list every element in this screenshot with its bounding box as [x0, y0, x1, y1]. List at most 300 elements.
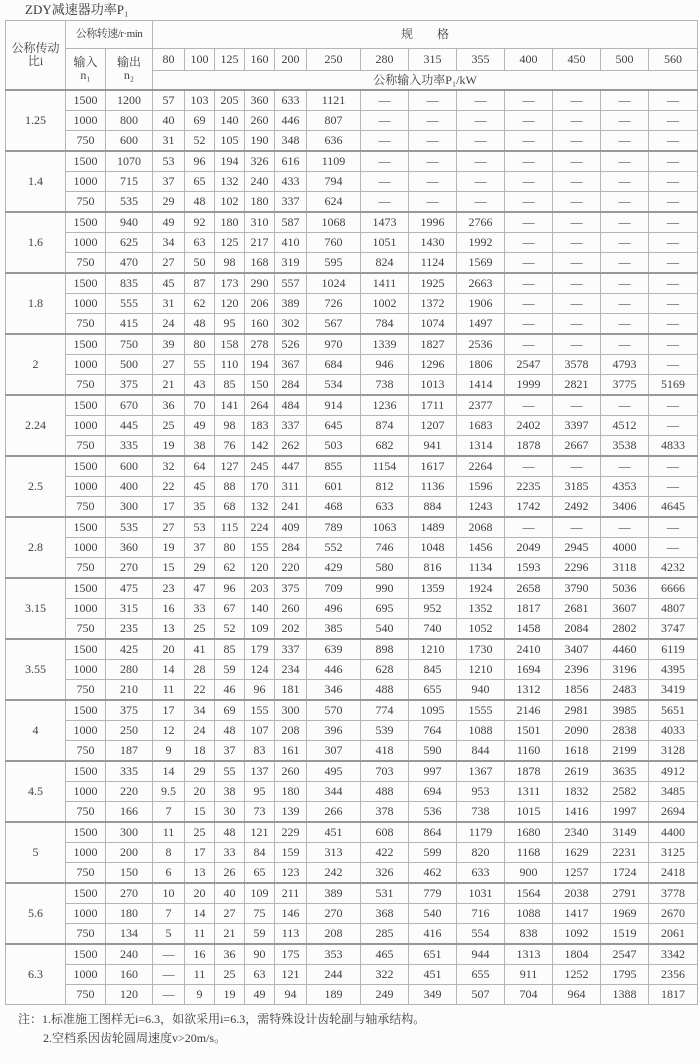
power-value-cell: —	[505, 192, 553, 213]
power-value-cell: 2821	[553, 375, 601, 396]
power-value-cell: 608	[361, 822, 409, 843]
power-value-cell: 2483	[601, 680, 649, 701]
power-value-cell: —	[601, 151, 649, 172]
table-row	[6, 253, 698, 274]
power-value-cell: 3342	[649, 944, 698, 965]
table-row	[6, 90, 698, 111]
power-value-cell: —	[601, 294, 649, 314]
power-value-cell: 418	[361, 741, 409, 762]
power-value-cell: 1296	[409, 355, 457, 375]
power-value-cell: —	[601, 395, 649, 416]
table-row	[6, 375, 698, 396]
power-value-cell: 1339	[361, 334, 409, 355]
power-value-cell: 1160	[505, 741, 553, 762]
power-value-cell: 62	[185, 294, 215, 314]
power-value-cell: —	[553, 395, 601, 416]
power-value-cell: —	[457, 90, 505, 111]
power-value-cell: 160	[245, 314, 275, 335]
power-value-cell: 2670	[649, 904, 698, 924]
power-value-cell: 964	[553, 985, 601, 1005]
power-value-cell: 4395	[649, 660, 698, 680]
power-value-cell: 2619	[553, 761, 601, 782]
power-value-cell: 65	[245, 863, 275, 884]
power-value-cell: 12	[153, 721, 185, 741]
power-value-cell: 194	[215, 151, 245, 172]
input-speed-cell: 1500	[66, 639, 106, 660]
power-value-cell: 180	[275, 782, 307, 802]
power-value-cell: 1312	[505, 680, 553, 701]
power-value-cell: 98	[215, 253, 245, 274]
power-value-cell: —	[601, 192, 649, 213]
spec-size-header: 400	[505, 49, 553, 71]
output-speed-cell: 210	[106, 680, 153, 701]
power-value-cell: 3775	[601, 375, 649, 396]
power-value-cell: —	[649, 456, 698, 477]
power-value-cell: 23	[153, 578, 185, 599]
input-speed-cell: 750	[66, 924, 106, 945]
power-value-cell: —	[649, 314, 698, 335]
power-value-cell: 396	[307, 721, 361, 741]
power-value-cell: 208	[275, 721, 307, 741]
power-value-cell: 3419	[649, 680, 698, 701]
power-value-cell: 36	[215, 944, 245, 965]
power-value-cell: 1680	[505, 822, 553, 843]
power-value-cell: 1236	[361, 395, 409, 416]
power-value-cell: 40	[215, 883, 245, 904]
power-value-cell: —	[649, 253, 698, 274]
power-value-cell: —	[553, 172, 601, 192]
table-row	[6, 436, 698, 457]
power-value-cell: 651	[409, 944, 457, 965]
power-value-cell: 62	[215, 558, 245, 579]
output-speed-cell: 300	[106, 822, 153, 843]
power-value-cell: 2838	[601, 721, 649, 741]
power-value-cell: 63	[185, 233, 215, 253]
power-value-cell: 120	[245, 558, 275, 579]
power-value-cell: 567	[307, 314, 361, 335]
power-value-cell: 49	[153, 212, 185, 233]
power-value-cell: 898	[361, 639, 409, 660]
power-value-cell: —	[601, 273, 649, 294]
power-value-cell: 2547	[601, 944, 649, 965]
power-value-cell: 27	[153, 517, 185, 538]
power-value-cell: 65	[185, 172, 215, 192]
input-speed-cell: 1000	[66, 904, 106, 924]
power-value-cell: 64	[185, 456, 215, 477]
table-row	[6, 517, 698, 538]
power-value-cell: —	[153, 965, 185, 985]
power-value-cell: —	[361, 151, 409, 172]
power-value-cell: 1015	[505, 802, 553, 823]
table-row	[6, 314, 698, 335]
footnotes	[0, 1010, 700, 1048]
power-value-cell: 416	[409, 924, 457, 945]
power-value-cell: 503	[307, 436, 361, 457]
input-header-label: 输入	[73, 55, 98, 69]
power-value-cell: —	[601, 334, 649, 355]
power-value-cell: 85	[215, 375, 245, 396]
power-value-cell: 337	[275, 192, 307, 213]
power-value-cell: 313	[307, 843, 361, 863]
power-value-cell: 738	[457, 802, 505, 823]
power-value-cell: 34	[185, 700, 215, 721]
power-value-cell: —	[505, 517, 553, 538]
ratio-group	[6, 700, 698, 761]
spec-size-header: 80	[153, 49, 185, 71]
power-unit-header: 公称输入功率P₁/kW	[153, 71, 698, 90]
power-value-cell: 1243	[457, 497, 505, 518]
power-value-cell: 322	[361, 965, 409, 985]
input-speed-cell: 750	[66, 741, 106, 762]
power-value-cell: —	[153, 944, 185, 965]
table-row	[6, 395, 698, 416]
input-speed-cell: 750	[66, 558, 106, 579]
power-value-cell: 4793	[601, 355, 649, 375]
power-value-cell: 1068	[307, 212, 361, 233]
power-value-cell: 68	[215, 497, 245, 518]
power-value-cell: 102	[215, 192, 245, 213]
power-value-cell: 25	[185, 619, 215, 640]
output-speed-cell: 220	[106, 782, 153, 802]
power-value-cell: 132	[245, 497, 275, 518]
ratio-cell: 1.8	[6, 273, 66, 334]
table-row	[6, 538, 698, 558]
input-speed-cell: 1000	[66, 599, 106, 619]
power-value-cell: —	[553, 192, 601, 213]
power-value-cell: 375	[275, 578, 307, 599]
power-value-cell: 337	[275, 639, 307, 660]
power-value-cell: 1683	[457, 416, 505, 436]
output-speed-cell: 180	[106, 904, 153, 924]
input-speed-cell: 750	[66, 619, 106, 640]
power-value-cell: —	[409, 111, 457, 131]
power-value-cell: 229	[275, 822, 307, 843]
power-value-cell: 554	[457, 924, 505, 945]
power-value-cell: 88	[215, 477, 245, 497]
power-value-cell: 5169	[649, 375, 698, 396]
power-value-cell: 69	[215, 700, 245, 721]
table-row	[6, 131, 698, 152]
power-value-cell: 38	[185, 436, 215, 457]
power-value-cell: —	[409, 151, 457, 172]
power-value-cell: 158	[215, 334, 245, 355]
power-value-cell: 682	[361, 436, 409, 457]
power-value-cell: 124	[245, 660, 275, 680]
input-speed-cell: 750	[66, 314, 106, 335]
table-row	[6, 599, 698, 619]
output-speed-cell: 425	[106, 639, 153, 660]
power-value-cell: 49	[185, 416, 215, 436]
ratio-group	[6, 944, 698, 1005]
power-value-cell: —	[361, 90, 409, 111]
power-value-cell: 94	[275, 985, 307, 1005]
power-value-cell: 25	[215, 965, 245, 985]
power-value-cell: 4232	[649, 558, 698, 579]
input-speed-cell: 1500	[66, 517, 106, 538]
power-value-cell: 2199	[601, 741, 649, 762]
power-value-cell: 80	[185, 334, 215, 355]
power-value-cell: 140	[215, 111, 245, 131]
output-speed-cell: 535	[106, 192, 153, 213]
spec-size-header: 315	[409, 49, 457, 71]
spec-size-header: 280	[361, 49, 409, 71]
power-value-cell: 1742	[505, 497, 553, 518]
power-value-cell: 952	[409, 599, 457, 619]
output-speed-cell: 715	[106, 172, 153, 192]
power-value-cell: 245	[245, 456, 275, 477]
power-value-cell: 27	[215, 904, 245, 924]
power-value-cell: 70	[185, 395, 215, 416]
power-value-cell: 4353	[601, 477, 649, 497]
power-value-cell: 433	[275, 172, 307, 192]
power-value-cell: 389	[275, 294, 307, 314]
input-speed-cell: 750	[66, 802, 106, 823]
power-value-cell: 1314	[457, 436, 505, 457]
input-speed-cell: 750	[66, 863, 106, 884]
ratio-column-header	[6, 21, 66, 91]
power-value-cell: 2038	[553, 883, 601, 904]
power-value-cell: 59	[215, 660, 245, 680]
power-value-cell: 628	[361, 660, 409, 680]
power-value-cell: 633	[361, 497, 409, 518]
input-speed-cell: 750	[66, 131, 106, 152]
power-value-cell: 260	[275, 599, 307, 619]
spec-size-header: 200	[275, 49, 307, 71]
power-value-cell: 4000	[601, 538, 649, 558]
power-value-cell: 121	[275, 965, 307, 985]
power-value-cell: 139	[275, 802, 307, 823]
input-speed-header	[66, 49, 106, 91]
power-value-cell: 19	[215, 985, 245, 1005]
page-title: ZDY减速器功率P₁	[25, 2, 129, 17]
table-row	[6, 761, 698, 782]
power-value-cell: 2536	[457, 334, 505, 355]
output-speed-cell: 835	[106, 273, 153, 294]
power-value-cell: 709	[307, 578, 361, 599]
power-value-cell: 552	[307, 538, 361, 558]
power-value-cell: 1569	[457, 253, 505, 274]
power-value-cell: 789	[307, 517, 361, 538]
ratio-group	[6, 578, 698, 639]
power-value-cell: 429	[307, 558, 361, 579]
power-value-cell: 181	[275, 680, 307, 701]
output-speed-cell: 625	[106, 233, 153, 253]
power-value-cell: 109	[245, 883, 275, 904]
power-value-cell: 69	[185, 111, 215, 131]
power-value-cell: 29	[185, 761, 215, 782]
power-value-cell: 96	[245, 680, 275, 701]
power-value-cell: 132	[215, 172, 245, 192]
power-value-cell: 1210	[409, 639, 457, 660]
power-value-cell: 900	[505, 863, 553, 884]
power-value-cell: 55	[215, 761, 245, 782]
power-value-cell: 570	[307, 700, 361, 721]
output-speed-cell: 555	[106, 294, 153, 314]
power-value-cell: 96	[215, 578, 245, 599]
power-value-cell: 845	[409, 660, 457, 680]
ratio-header-line2: 比i	[27, 54, 44, 68]
power-value-cell: 3128	[649, 741, 698, 762]
power-value-cell: —	[505, 314, 553, 335]
power-value-cell: 95	[215, 314, 245, 335]
power-value-cell: 1179	[457, 822, 505, 843]
output-speed-cell: 120	[106, 985, 153, 1005]
power-value-cell: 11	[153, 822, 185, 843]
table-row	[6, 151, 698, 172]
spec-size-header: 100	[185, 49, 215, 71]
input-speed-cell: 1500	[66, 212, 106, 233]
power-value-cell: —	[601, 111, 649, 131]
power-value-cell: 310	[245, 212, 275, 233]
power-value-cell: 1388	[601, 985, 649, 1005]
power-value-cell: 48	[185, 192, 215, 213]
power-value-cell: 838	[505, 924, 553, 945]
table-row	[6, 883, 698, 904]
power-value-cell: 534	[307, 375, 361, 396]
output-speed-cell: 235	[106, 619, 153, 640]
input-speed-cell: 1000	[66, 782, 106, 802]
power-value-cell: 346	[307, 680, 361, 701]
power-value-cell: 173	[215, 273, 245, 294]
power-value-cell: —	[505, 334, 553, 355]
power-value-cell: —	[505, 233, 553, 253]
power-value-cell: —	[409, 90, 457, 111]
power-value-cell: 1489	[409, 517, 457, 538]
power-value-cell: 2340	[553, 822, 601, 843]
power-value-cell: 80	[215, 538, 245, 558]
power-value-cell: —	[457, 151, 505, 172]
power-value-cell: 170	[245, 477, 275, 497]
power-value-cell: 285	[361, 924, 409, 945]
power-value-cell: 1352	[457, 599, 505, 619]
power-value-cell: —	[649, 90, 698, 111]
power-value-cell: 716	[457, 904, 505, 924]
output-header-sub: n₂	[123, 68, 135, 82]
power-value-cell: 27	[153, 355, 185, 375]
power-value-cell: 190	[245, 131, 275, 152]
power-value-cell: 410	[275, 233, 307, 253]
power-value-cell: 211	[275, 883, 307, 904]
power-value-cell: 159	[275, 843, 307, 863]
input-speed-cell: 750	[66, 680, 106, 701]
ratio-group	[6, 212, 698, 273]
power-value-cell: 1124	[409, 253, 457, 274]
power-value-cell: 30	[215, 802, 245, 823]
input-speed-cell: 1500	[66, 456, 106, 477]
power-value-cell: 5651	[649, 700, 698, 721]
power-value-cell: 599	[409, 843, 457, 863]
input-speed-cell: 1000	[66, 416, 106, 436]
power-value-cell: —	[553, 517, 601, 538]
power-value-cell: 2492	[553, 497, 601, 518]
power-value-cell: 67	[215, 599, 245, 619]
power-value-cell: 9	[153, 741, 185, 762]
power-value-cell: 234	[275, 660, 307, 680]
power-value-cell: 21	[215, 924, 245, 945]
power-value-cell: 1795	[601, 965, 649, 985]
ratio-cell: 1.6	[6, 212, 66, 273]
power-value-cell: 52	[185, 131, 215, 152]
power-value-cell: 110	[215, 355, 245, 375]
power-value-cell: 29	[153, 192, 185, 213]
power-value-cell: 302	[275, 314, 307, 335]
input-speed-cell: 750	[66, 192, 106, 213]
power-value-cell: 87	[185, 273, 215, 294]
power-value-cell: 20	[185, 883, 215, 904]
spec-size-header: 355	[457, 49, 505, 71]
power-value-cell: —	[649, 233, 698, 253]
power-value-cell: 180	[215, 212, 245, 233]
spec-size-header: 500	[601, 49, 649, 71]
input-speed-cell: 750	[66, 375, 106, 396]
power-value-cell: 32	[153, 456, 185, 477]
power-value-cell: 1367	[457, 761, 505, 782]
power-value-cell: 2945	[553, 538, 601, 558]
power-value-cell: 367	[275, 355, 307, 375]
power-value-cell: 807	[307, 111, 361, 131]
power-value-cell: 2418	[649, 863, 698, 884]
power-value-cell: —	[505, 131, 553, 152]
output-speed-cell: 150	[106, 863, 153, 884]
power-value-cell: 1925	[409, 273, 457, 294]
power-value-cell: 11	[153, 680, 185, 701]
power-value-cell: 16	[153, 599, 185, 619]
table-row	[6, 111, 698, 131]
power-value-cell: 4400	[649, 822, 698, 843]
table-row	[6, 822, 698, 843]
power-value-cell: 1092	[553, 924, 601, 945]
power-value-cell: 11	[185, 965, 215, 985]
ratio-cell: 4.5	[6, 761, 66, 822]
power-value-cell: 1519	[601, 924, 649, 945]
power-value-cell: 1593	[505, 558, 553, 579]
power-value-cell: 465	[361, 944, 409, 965]
power-value-cell: 48	[185, 314, 215, 335]
power-value-cell: 105	[215, 131, 245, 152]
power-value-cell: 1031	[457, 883, 505, 904]
power-value-cell: —	[601, 90, 649, 111]
power-value-cell: 451	[307, 822, 361, 843]
power-value-cell: 446	[275, 111, 307, 131]
header-row-sizes	[6, 49, 698, 71]
power-value-cell: —	[649, 395, 698, 416]
input-speed-cell: 1500	[66, 273, 106, 294]
power-value-cell: 137	[245, 761, 275, 782]
output-speed-cell: 670	[106, 395, 153, 416]
power-value-cell: 9.5	[153, 782, 185, 802]
power-value-cell: 2663	[457, 273, 505, 294]
power-value-cell: 1924	[457, 578, 505, 599]
power-value-cell: 180	[245, 192, 275, 213]
table-row	[6, 924, 698, 945]
power-value-cell: 10	[153, 883, 185, 904]
output-speed-cell: 600	[106, 456, 153, 477]
power-value-cell: 220	[275, 558, 307, 579]
power-value-cell: 241	[275, 497, 307, 518]
power-value-cell: 141	[215, 395, 245, 416]
output-speed-cell: 470	[106, 253, 153, 274]
input-speed-cell: 1500	[66, 883, 106, 904]
power-value-cell: 1136	[409, 477, 457, 497]
power-value-cell: —	[553, 90, 601, 111]
power-value-cell: —	[361, 131, 409, 152]
output-speed-header	[106, 49, 153, 91]
power-value-cell: 820	[457, 843, 505, 863]
power-value-cell: 242	[307, 863, 361, 884]
power-value-cell: 3485	[649, 782, 698, 802]
output-speed-cell: 250	[106, 721, 153, 741]
power-value-cell: 1996	[409, 212, 457, 233]
